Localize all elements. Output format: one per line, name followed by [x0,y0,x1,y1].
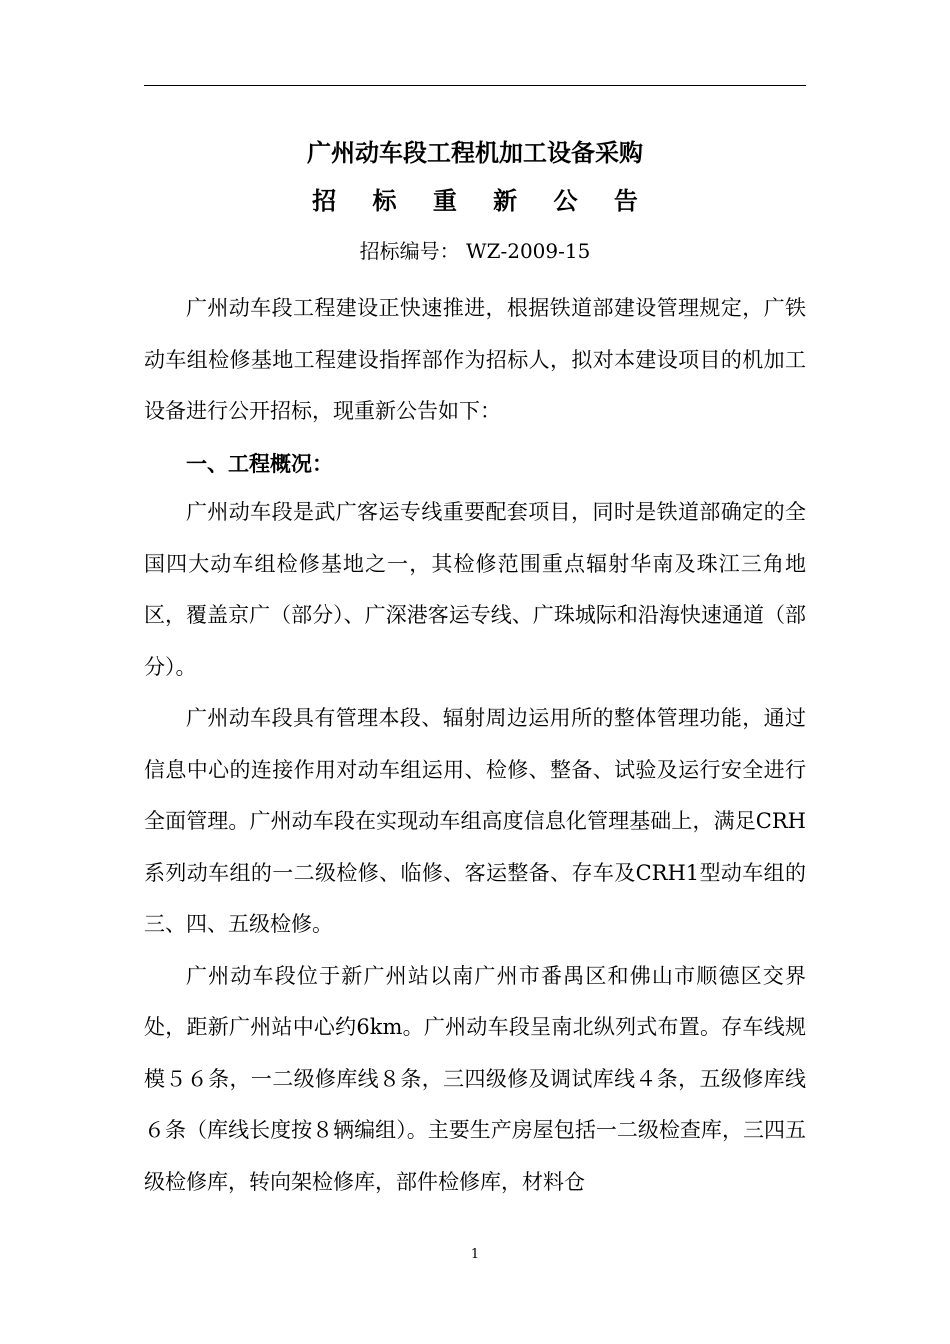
body-paragraph: 广州动车段是武广客运专线重要配套项目，同时是铁道部确定的全国四大动车组检修基地之一，其检修范围重点辐射华南及珠江三角地区，覆盖京广（部分）、广深港客运专线、广珠城际和沿海快速通道（部分）。 [144,500,806,679]
tender-number: 招标编号： WZ-2009-15 [359,239,591,263]
body-paragraph: 广州动车段位于新广州站以南广州市番禺区和佛山市顺德区交界处，距新广州站中心约6km。广州动车段呈南北纵列式布置。存车线规模５６条，一二级修库线８条，三四级修及调试库线４条，五级修库线６条（库线长度按８辆编组）。主要生产房屋包括一二级检查库，三四五级检修库，转向架检修库，部件检修库，材料仓 [144,963,806,1194]
body-paragraph: 广州动车段具有管理本段、辐射周边运用所的整体管理功能，通过信息中心的连接作用对动车组运用、检修、整备、试验及运行安全进行全面管理。广州动车段在实现动车组高度信息化管理基础上，满足CRH系列动车组的一二级检修、临修、客运整备、存车及CRH1型动车组的三、四、五级检修。 [144,706,806,936]
document-body [144,283,806,1208]
document-title: 广州动车段工程机加工设备采购 [307,138,643,167]
document-subtitle: 招 标 重 新 公 告 [312,186,652,215]
page-number: 1 [470,1247,480,1262]
section-heading: 一、工程概况： [186,450,333,476]
header-rule [144,85,806,86]
intro-paragraph: 广州动车段工程建设正快速推进，根据铁道部建设管理规定，广铁动车组检修基地工程建设指挥部作为招标人，拟对本建设项目的机加工设备进行公开招标，现重新公告如下： [144,296,806,423]
